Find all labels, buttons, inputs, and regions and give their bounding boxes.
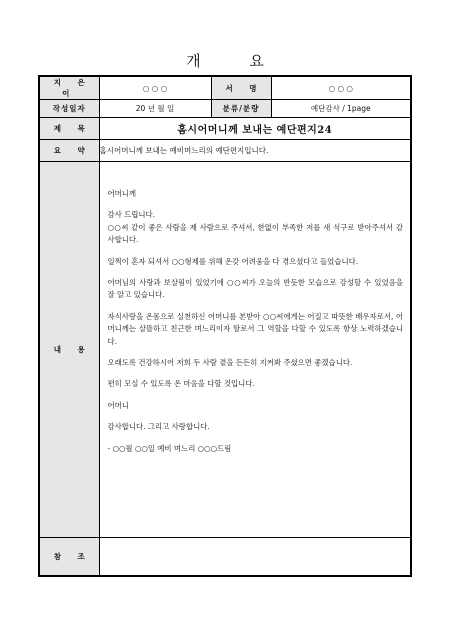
reference-row	[39, 538, 411, 576]
letter-paragraph: 자식사랑을 온몸으로 실천하신 어머니를 본받아 ○○씨에게는 어질고 따뜻한 배우자로서, 어머니께는 살뜰하고 친근한 며느리이자 딸로서 그 역할을 다할 수 있도록 항상 노력하겠습니다.	[107, 311, 403, 346]
subject-label: 제 목	[39, 118, 99, 140]
summary-row	[39, 140, 411, 162]
signer-value: ○ ○ ○	[271, 76, 411, 100]
summary-label: 요 약	[39, 140, 99, 162]
date-row	[39, 100, 411, 118]
letter-paragraph: 편히 모실 수 있도록 온 마음을 다할 것입니다.	[107, 379, 255, 389]
date-label: 작성일자	[39, 100, 99, 118]
date-value: 20 년 월 일	[99, 100, 211, 118]
letter-paragraph: 일찍이 혼자 되셔서 ○○형제를 위해 온갖 어려움을 다 겪으셨다고 들었습니다.	[107, 256, 359, 266]
letter-paragraph: 감사합니다. 그리고 사랑합니다.	[107, 422, 210, 432]
author-row	[39, 76, 411, 100]
summary-value: 홈시어머니께 보내는 예비며느리의 예단편지입니다.	[99, 140, 411, 162]
reference-label: 참 조	[39, 538, 99, 576]
letter-body	[99, 162, 411, 538]
letter-paragraph: 어머니	[107, 400, 129, 410]
signer-label: 서 명	[211, 76, 271, 100]
letter-salutation: 어머니께	[107, 189, 137, 198]
category-value: 예단감사 / 1page	[271, 100, 411, 118]
letter-paragraph: 어머님의 사랑과 보살핌이 있었기에 ○○씨가 오늘의 반듯한 모습으로 강성할 수 있었음을 잘 알고 있습니다.	[107, 278, 403, 300]
category-label: 분류/분량	[211, 100, 271, 118]
letter-paragraph: 감사 드립니다. ○○씨 같이 좋은 사람을 제 사람으로 주셔서, 한없이 부족한 저를 새 식구로 받아주셔서 감사합니다.	[107, 210, 403, 245]
content-row	[39, 162, 411, 538]
subject-value: 홈시어머니께 보내는 예단편지24	[99, 118, 411, 140]
page-title: 개 요	[186, 52, 286, 70]
overview-form-table	[38, 75, 412, 577]
content-label: 내 용	[39, 162, 99, 538]
subject-row	[39, 118, 411, 140]
reference-value	[99, 538, 411, 576]
letter-signature: - ○○월 ○○일 예비 며느리 ○○○드림	[107, 443, 232, 453]
author-label: 지 은 이	[39, 76, 99, 100]
author-value: ○ ○ ○	[99, 76, 211, 100]
letter-paragraph: 오래도록 건강하시어 저희 두 사람 곁을 든든히 지켜봐 주셨으면 좋겠습니다.	[107, 358, 353, 368]
